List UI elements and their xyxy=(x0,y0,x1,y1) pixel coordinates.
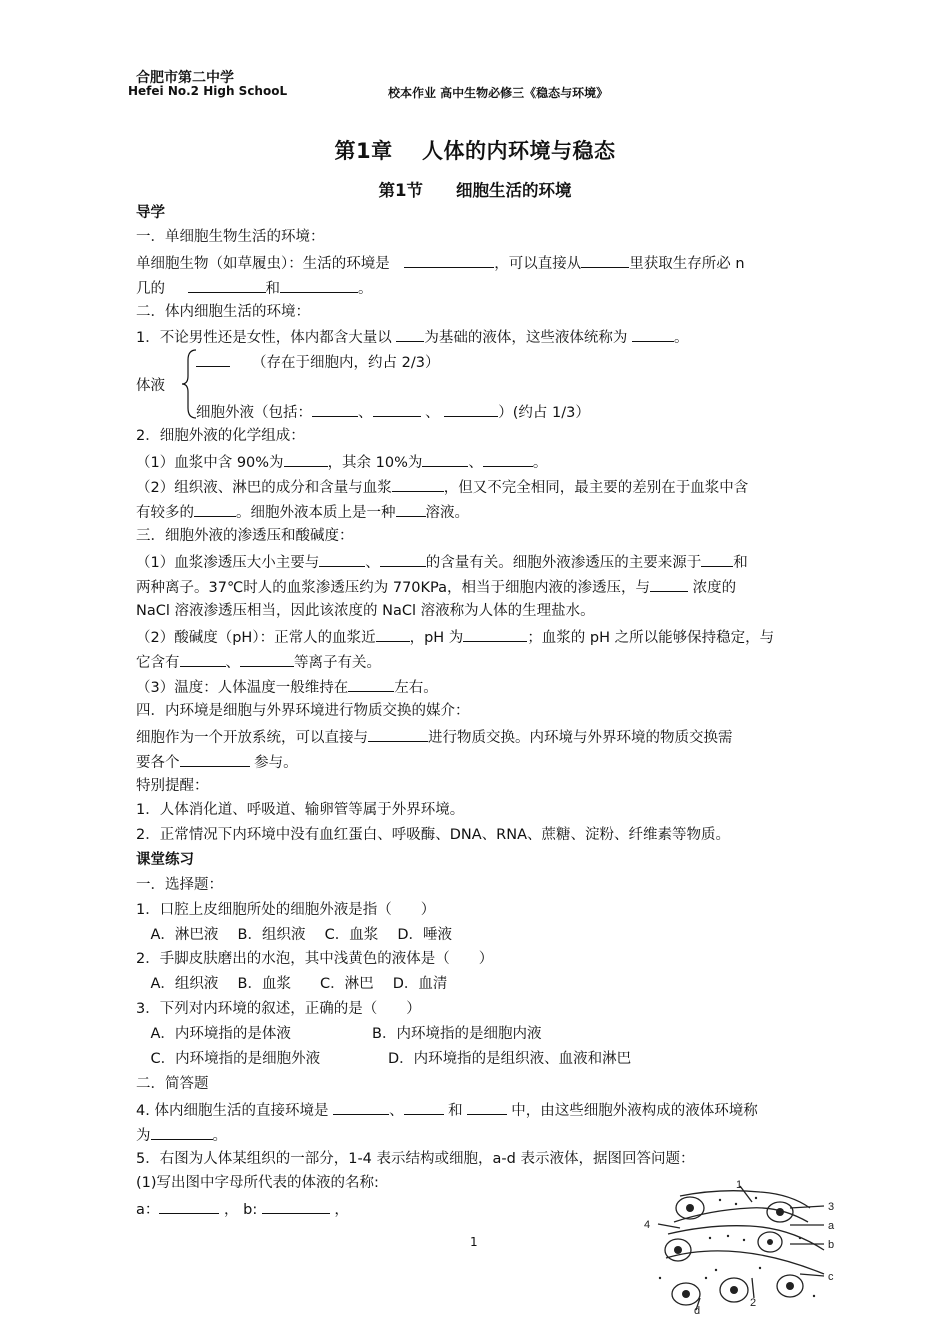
text: 它含有 xyxy=(136,655,180,671)
guide-s1-line1 xyxy=(136,252,745,274)
figure-label: 2 xyxy=(750,1297,757,1309)
question-1: 1．口腔上皮细胞所处的细胞外液是指（ ） xyxy=(136,902,436,918)
text: 和 xyxy=(443,1103,463,1119)
guide-s3-title: 三．细胞外液的渗透压和酸碱度： xyxy=(136,528,354,544)
text: ，可以直接从 xyxy=(494,256,582,272)
answer-blank[interactable] xyxy=(194,501,236,517)
page-number: 1 xyxy=(470,1235,478,1249)
course-title: 校本作业 高中生物必修三《稳态与环境》 xyxy=(388,86,609,100)
answer-blank[interactable] xyxy=(280,277,358,293)
question-3-option-a[interactable]: A．内环境指的是体液 xyxy=(136,1026,291,1042)
text: 单细胞生物（如草履虫）：生活的环境是 xyxy=(136,256,405,272)
answer-blank[interactable] xyxy=(581,252,629,268)
practice-heading: 课堂练习 xyxy=(136,852,194,868)
guide-s3-2 xyxy=(136,576,736,598)
guide-s1-title: 一．单细胞生物生活的环境： xyxy=(136,229,325,245)
nucleus xyxy=(730,1286,738,1294)
answer-blank[interactable] xyxy=(444,401,498,417)
nucleus xyxy=(767,1239,773,1245)
text: 、 xyxy=(420,405,445,421)
text: （2）组织液、淋巴的成分和含量与血浆 xyxy=(136,480,392,496)
answer-blank[interactable] xyxy=(463,626,527,642)
text: 和 xyxy=(265,281,280,297)
answer-blank[interactable] xyxy=(348,676,394,692)
tip-2: 2．正常情况下内环境中没有血红蛋白、呼吸酶、DNA、RNA、蔗糖、淀粉、纤维素等物质。 xyxy=(136,827,730,843)
text: a： xyxy=(136,1202,160,1218)
label-line xyxy=(658,1224,680,1228)
nucleus xyxy=(682,1290,690,1298)
guide-s2-q2: 2．细胞外液的化学组成： xyxy=(136,428,305,444)
tissue-diagram xyxy=(640,1178,840,1318)
text: ，pH 为 xyxy=(409,630,464,646)
answer-blank[interactable] xyxy=(240,651,294,667)
answer-blank[interactable] xyxy=(151,1124,213,1140)
answer-blank[interactable] xyxy=(632,326,674,342)
answer-blank[interactable] xyxy=(180,751,250,767)
text: 溶液。 xyxy=(425,505,469,521)
text: ，其余 10%为 xyxy=(327,455,423,471)
answer-blank[interactable] xyxy=(396,501,426,517)
nucleus xyxy=(686,1204,694,1212)
text: （1）血浆渗透压大小主要与 xyxy=(136,555,320,571)
answer-blank[interactable] xyxy=(368,726,428,742)
figure-label: a xyxy=(828,1220,835,1232)
guide-s2-q2-2 xyxy=(136,476,748,498)
guide-s2-title: 二．体内细胞生活的环境： xyxy=(136,304,310,320)
text: 。细胞外液本质上是一种 xyxy=(236,505,396,521)
practice-p1-title: 一．选择题： xyxy=(136,877,223,893)
guide-s3-4 xyxy=(136,626,774,648)
guide-s1-line2 xyxy=(136,277,373,299)
text: ， xyxy=(329,1202,349,1218)
answer-blank[interactable] xyxy=(180,651,226,667)
question-2: 2．手脚皮肤磨出的水泡，其中浅黄色的液体是（ ） xyxy=(136,951,494,967)
section-title: 第1节 细胞生活的环境 xyxy=(378,181,572,200)
text: 参与。 xyxy=(249,755,298,771)
figure-label: c xyxy=(828,1271,834,1283)
question-1-options[interactable]: A．淋巴液 B．组织液 C．血浆 D．唾液 xyxy=(136,927,452,943)
label-line xyxy=(752,1278,754,1298)
answer-blank[interactable] xyxy=(701,551,733,567)
figure-label: d xyxy=(694,1305,701,1317)
answer-blank[interactable] xyxy=(396,326,424,342)
answer-blank[interactable] xyxy=(467,1099,507,1115)
question-4-cont xyxy=(136,1124,227,1146)
text: （2）酸碱度（pH）：正常人的血浆近 xyxy=(136,630,376,646)
text: ）(约占 1/3） xyxy=(498,405,590,421)
answer-blank[interactable] xyxy=(284,451,328,467)
answer-blank[interactable] xyxy=(483,451,533,467)
text: 、 xyxy=(365,555,380,571)
text: 几的 xyxy=(136,281,180,297)
text: 、 xyxy=(358,405,373,421)
nucleus xyxy=(776,1208,784,1216)
tip-1: 1．人体消化道、呼吸道、输卵管等属于外界环境。 xyxy=(136,802,465,818)
guide-s4-1 xyxy=(136,726,733,748)
text: 1．不论男性还是女性，体内都含大量以 xyxy=(136,330,397,346)
guide-s2-q2-1 xyxy=(136,451,547,473)
question-4 xyxy=(136,1099,758,1121)
answer-blank[interactable] xyxy=(373,401,421,417)
text: 。 xyxy=(532,455,548,471)
text: 。 xyxy=(358,281,373,297)
answer-blank[interactable] xyxy=(376,626,410,642)
question-3-option-c[interactable]: C．内环境指的是细胞外液 xyxy=(136,1051,321,1067)
answer-blank[interactable] xyxy=(312,401,358,417)
guide-heading: 导学 xyxy=(136,205,165,221)
text: （1）血浆中含 90%为 xyxy=(136,455,284,471)
text: 中，由这些细胞外液构成的液体环境称 xyxy=(506,1103,758,1119)
text: 里获取生存所必 n xyxy=(629,256,745,272)
answer-blank[interactable] xyxy=(159,1198,219,1214)
text: 、 xyxy=(389,1103,404,1119)
figure-label: 4 xyxy=(644,1219,651,1231)
text: 的含量有关。细胞外液渗透压的主要来源于 xyxy=(425,555,702,571)
guide-s3-3: NaCl 溶液渗透压相当，因此该浓度的 NaCl 溶液称为人体的生理盐水。 xyxy=(136,603,595,619)
text: 细胞外液（包括： xyxy=(196,405,312,421)
guide-s2-q2-3 xyxy=(136,501,469,523)
guide-body-fluid-label: 体液 xyxy=(136,378,165,394)
question-3-option-b[interactable]: B．内环境指的是细胞内液 xyxy=(372,1026,542,1042)
question-5: 5．右图为人体某组织的一部分，1-4 表示结构或细胞，a-d 表示液体，据图回答问题： xyxy=(136,1151,695,1167)
answer-blank[interactable] xyxy=(422,451,468,467)
text: 两种离子。37℃时人的血浆渗透压约为 770KPa，相当于细胞内液的渗透压，与 xyxy=(136,580,651,596)
guide-s2-q1 xyxy=(136,326,688,348)
question-2-options[interactable]: A．组织液 B．血浆 C．淋巴 D．血清 xyxy=(136,976,448,992)
text: 为 xyxy=(136,1128,151,1144)
school-name-cn: 合肥市第二中学 xyxy=(136,70,234,86)
answer-blank[interactable] xyxy=(196,351,230,367)
question-5-2 xyxy=(136,1198,349,1220)
text: 、 xyxy=(225,655,240,671)
answer-blank[interactable] xyxy=(404,1099,444,1115)
text: ， b: xyxy=(219,1202,262,1218)
text: 左右。 xyxy=(394,680,438,696)
question-3-option-d[interactable]: D．内环境指的是组织液、血液和淋巴 xyxy=(388,1051,632,1067)
text: ；血浆的 pH 之所以能够保持稳定，与 xyxy=(527,630,775,646)
answer-blank[interactable] xyxy=(650,576,688,592)
label-line xyxy=(800,1274,824,1276)
text: （3）温度：人体温度一般维持在 xyxy=(136,680,349,696)
school-name-en: Hefei No.2 High SchooL xyxy=(128,84,288,98)
nucleus xyxy=(674,1246,682,1254)
text: 要各个 xyxy=(136,755,180,771)
text: 等离子有关。 xyxy=(294,655,381,671)
practice-p2-title: 二．简答题 xyxy=(136,1076,209,1092)
guide-s3-6 xyxy=(136,676,438,698)
guide-s4-title: 四．内环境是细胞与外界环境进行物质交换的媒介： xyxy=(136,703,470,719)
guide-extra-fluid xyxy=(196,401,590,423)
text: 细胞作为一个开放系统，可以直接与 xyxy=(136,730,368,746)
answer-blank[interactable] xyxy=(319,551,365,567)
answer-blank[interactable] xyxy=(380,551,426,567)
text: 。 xyxy=(673,330,689,346)
answer-blank[interactable] xyxy=(404,252,494,268)
guide-s3-5 xyxy=(136,651,381,673)
question-5-1: (1)写出图中字母所代表的体液的名称: xyxy=(136,1175,379,1191)
answer-blank[interactable] xyxy=(188,277,266,293)
figure-label: b xyxy=(828,1239,835,1251)
text: 和 xyxy=(733,555,748,571)
text: 4. 体内细胞生活的直接环境是 xyxy=(136,1103,334,1119)
nucleus xyxy=(786,1282,794,1290)
tip-title: 特别提醒： xyxy=(136,778,209,794)
answer-blank[interactable] xyxy=(392,476,444,492)
answer-blank[interactable] xyxy=(333,1099,389,1115)
text: 有较多的 xyxy=(136,505,194,521)
text: 。 xyxy=(212,1128,227,1144)
text: 浓度的 xyxy=(688,580,737,596)
text: 、 xyxy=(468,455,483,471)
guide-intra-fluid xyxy=(196,351,439,373)
guide-s4-2 xyxy=(136,751,298,773)
chapter-title: 第1章 人体的内环境与稳态 xyxy=(334,139,616,163)
question-3: 3．下列对内环境的叙述，正确的是（ ） xyxy=(136,1001,421,1017)
text: 进行物质交换。内环境与外界环境的物质交换需 xyxy=(428,730,733,746)
figure-label: 3 xyxy=(828,1201,835,1213)
text: ，但又不完全相同，最主要的差别在于血浆中含 xyxy=(443,480,749,496)
answer-blank[interactable] xyxy=(262,1198,330,1214)
figure-label: 1 xyxy=(736,1179,743,1191)
guide-s3-1 xyxy=(136,551,748,573)
text: （存在于细胞内，约占 2/3） xyxy=(252,355,440,371)
text: 为基础的液体，这些液体统称为 xyxy=(424,330,632,346)
